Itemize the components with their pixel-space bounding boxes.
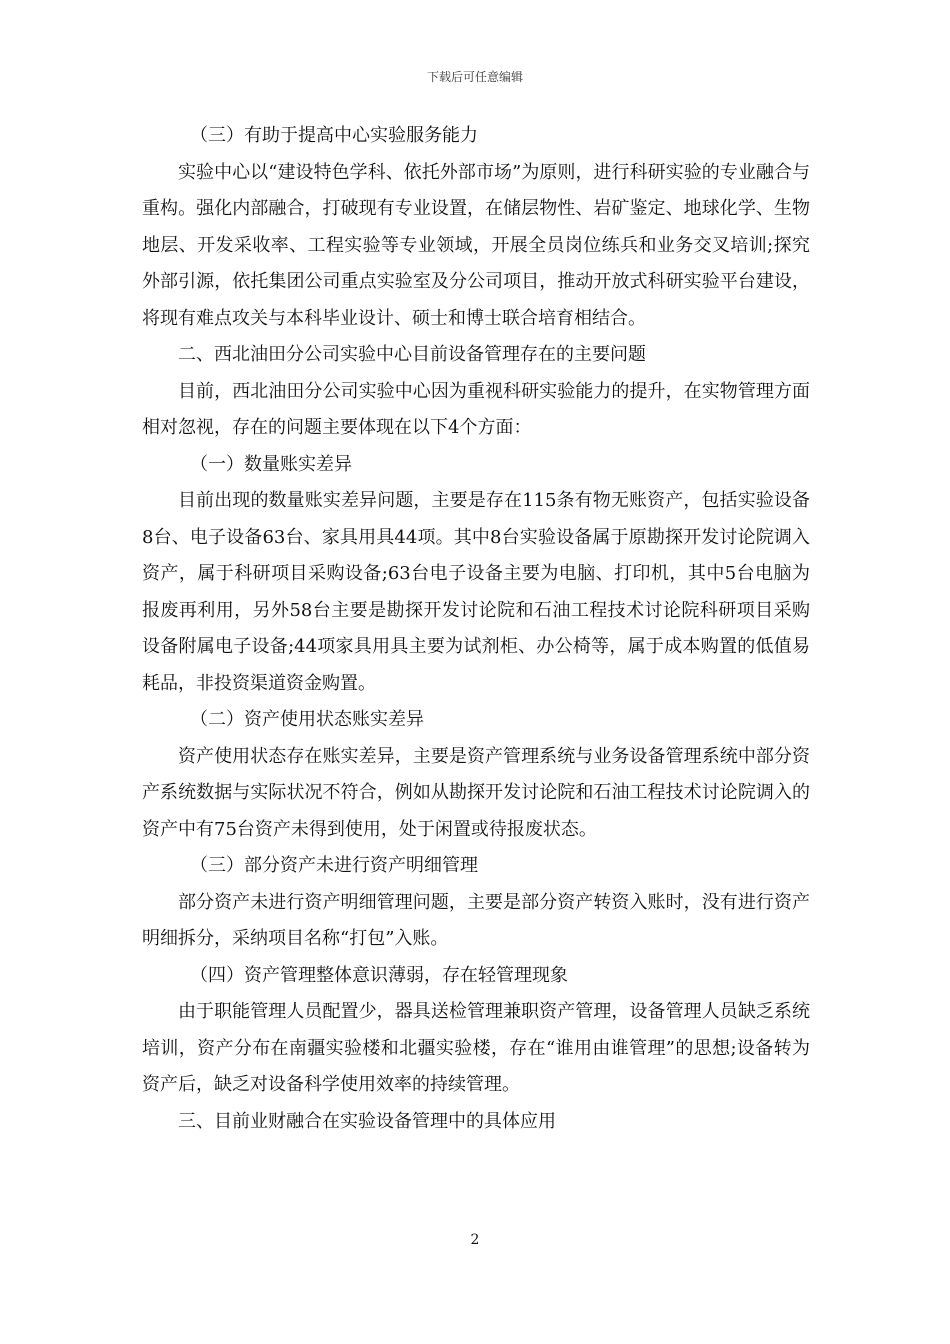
paragraph: 部分资产未进行资产明细管理问题，主要是部分资产转资入账时，没有进行资产明细拆分，采纳项目名称“打包”入账。	[142, 891, 810, 949]
paragraph: 资产使用状态存在账实差异，主要是资产管理系统与业务设备管理系统中部分资产系统数据与实际状况不符合，例如从勘探开发讨论院和石油工程技术讨论院调入的资产中有75台资产未得到使用，处于闲置或待报废状态。	[142, 745, 810, 840]
page-number: 2	[470, 1232, 480, 1248]
paragraph: 目前，西北油田分公司实验中心因为重视科研实验能力的提升，在实物管理方面相对忽视，存在的问题主要体现在以下4个方面：	[142, 380, 810, 438]
subheading-3: （三）有助于提高中心实验服务能力	[190, 125, 478, 146]
subheading-1: （一）数量账实差异	[190, 453, 352, 475]
subheading-3: （三）部分资产未进行资产明细管理	[190, 855, 478, 876]
paragraph: 由于职能管理人员配置少，器具送检管理兼职资产管理，设备管理人员缺乏系统培训，资产分布在南疆实验楼和北疆实验楼，存在“谁用由谁管理”的思想;设备转为资产后，缺乏对设备科学使用效率的持续管理。	[142, 1001, 810, 1095]
subheading-4: （四）资产管理整体意识薄弱，存在轻管理现象	[190, 964, 568, 986]
document-body	[142, 118, 810, 1140]
paragraph: 实验中心以“建设特色学科、依托外部市场”为原则，进行科研实验的专业融合与重构。强化内部融合，打破现有专业设置，在储层物性、岩矿鉴定、地球化学、生物地层、开发采收率、工程实验等专业领域，开展全员岗位练兵和业务交叉培训;探究外部引源，依托集团公司重点实验室及分公司项目，推动开放式科研实验平台建设，将现有难点攻关与本科毕业设计、硕士和博士联合培育相结合。	[142, 161, 810, 329]
paragraph: 目前出现的数量账实差异问题，主要是存在115条有物无账资产，包括实验设备8台、电子设备63台、家具用具44项。其中8台实验设备属于原勘探开发讨论院调入资产，属于科研项目采购设备;63台电子设备主要为电脑、打印机，其中5台电脑为报废再利用，另外58台主要是勘探开发讨论院和石油工程技术讨论院科研项目采购设备附属电子设备;44项家具用具主要为试剂柜、办公椅等，属于成本购置的低值易耗品，非投资渠道资金购置。	[142, 490, 810, 694]
section-heading-2: 二、西北油田分公司实验中心目前设备管理存在的主要问题	[178, 344, 646, 365]
section-heading-3: 三、目前业财融合在实验设备管理中的具体应用	[178, 1110, 556, 1132]
page-header: 下载后可任意编辑	[426, 70, 523, 84]
subheading-2: （二）资产使用状态账实差异	[190, 709, 424, 730]
